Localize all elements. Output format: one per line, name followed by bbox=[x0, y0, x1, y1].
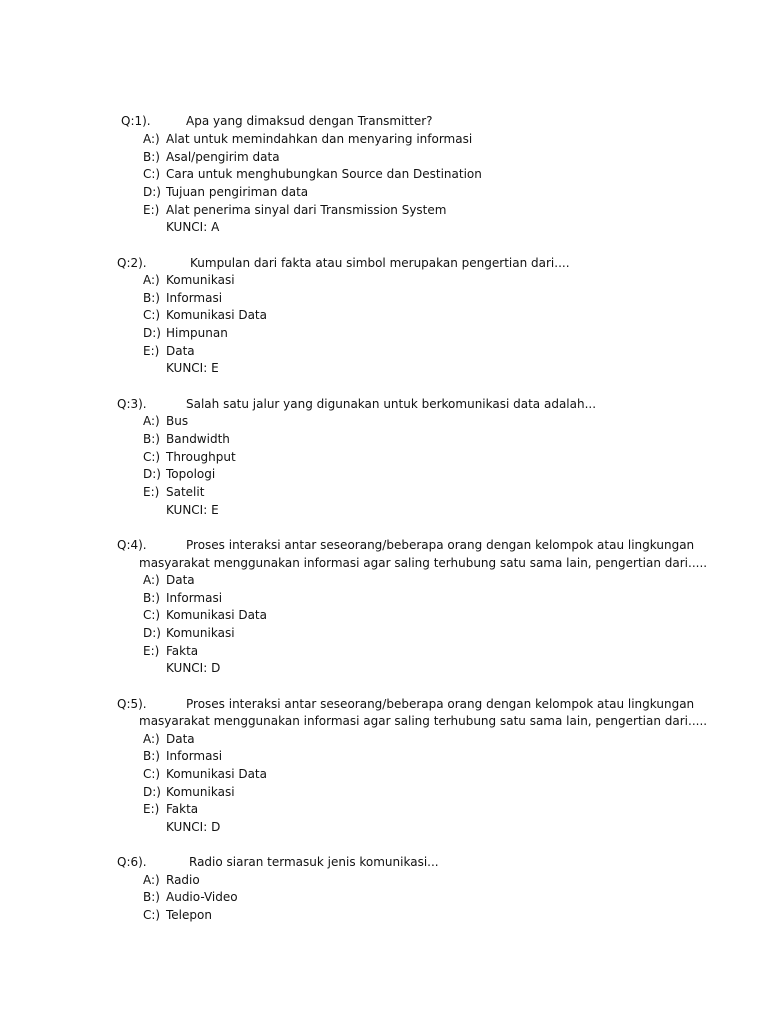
option-label: D:) bbox=[143, 185, 161, 199]
option-label: A:) bbox=[143, 573, 160, 587]
option-text: Komunikasi Data bbox=[166, 608, 267, 622]
option-text: Komunikasi bbox=[166, 785, 235, 799]
question-text: Apa yang dimaksud dengan Transmitter? bbox=[186, 114, 433, 128]
option-label: B:) bbox=[143, 291, 160, 305]
option-label: D:) bbox=[143, 467, 161, 481]
option-text: Satelit bbox=[166, 485, 205, 499]
question-text: Proses interaksi antar seseorang/beberapa orang dengan kelompok atau lingkungan bbox=[186, 697, 695, 711]
option-label: B:) bbox=[143, 749, 160, 763]
question-text-continued: masyarakat menggunakan informasi agar saling terhubung satu sama lain, pengertian dari..... bbox=[139, 714, 708, 728]
question-number: Q:5). bbox=[117, 697, 147, 711]
option-label: A:) bbox=[143, 873, 160, 887]
option-text: Data bbox=[166, 573, 195, 587]
answer-key: KUNCI: E bbox=[166, 361, 219, 375]
option-text: Cara untuk menghubungkan Source dan Destination bbox=[166, 167, 482, 181]
option-label: B:) bbox=[143, 890, 160, 904]
option-label: C:) bbox=[143, 167, 161, 181]
answer-key: KUNCI: A bbox=[166, 220, 220, 234]
option-label: B:) bbox=[143, 432, 160, 446]
option-text: Radio bbox=[166, 873, 200, 887]
option-text: Alat penerima sinyal dari Transmission System bbox=[166, 203, 447, 217]
question-number: Q:2). bbox=[117, 256, 147, 270]
answer-key: KUNCI: D bbox=[166, 820, 221, 834]
option-text: Fakta bbox=[166, 644, 199, 658]
option-text: Alat untuk memindahkan dan menyaring informasi bbox=[166, 132, 473, 146]
option-text: Informasi bbox=[166, 591, 223, 605]
question-number: Q:3). bbox=[117, 397, 147, 411]
option-text: Informasi bbox=[166, 749, 223, 763]
option-label: B:) bbox=[143, 150, 160, 164]
question-text-continued: masyarakat menggunakan informasi agar saling terhubung satu sama lain, pengertian dari..... bbox=[139, 556, 708, 570]
option-label: A:) bbox=[143, 414, 160, 428]
option-text: Asal/pengirim data bbox=[166, 150, 280, 164]
option-text: Tujuan pengiriman data bbox=[166, 185, 309, 199]
option-text: Data bbox=[166, 732, 195, 746]
option-text: Telepon bbox=[166, 908, 212, 922]
option-label: E:) bbox=[143, 344, 160, 358]
option-text: Komunikasi bbox=[166, 273, 235, 287]
option-text: Data bbox=[166, 344, 195, 358]
option-label: C:) bbox=[143, 608, 161, 622]
option-label: C:) bbox=[143, 450, 161, 464]
option-label: A:) bbox=[143, 273, 160, 287]
question-number: Q:1). bbox=[121, 114, 151, 128]
option-text: Throughput bbox=[166, 450, 236, 464]
option-text: Komunikasi Data bbox=[166, 308, 267, 322]
option-text: Topologi bbox=[166, 467, 216, 481]
option-label: A:) bbox=[143, 732, 160, 746]
option-label: D:) bbox=[143, 326, 161, 340]
question-number: Q:6). bbox=[117, 855, 147, 869]
answer-key: KUNCI: D bbox=[166, 661, 221, 675]
option-label: E:) bbox=[143, 644, 160, 658]
question-text: Salah satu jalur yang digunakan untuk berkomunikasi data adalah... bbox=[186, 397, 597, 411]
option-label: E:) bbox=[143, 203, 160, 217]
answer-key: KUNCI: E bbox=[166, 503, 219, 517]
option-label: E:) bbox=[143, 485, 160, 499]
option-text: Bus bbox=[166, 414, 189, 428]
option-text: Fakta bbox=[166, 802, 199, 816]
question-number: Q:4). bbox=[117, 538, 147, 552]
option-text: Bandwidth bbox=[166, 432, 230, 446]
option-label: A:) bbox=[143, 132, 160, 146]
option-text: Informasi bbox=[166, 291, 223, 305]
option-text: Komunikasi bbox=[166, 626, 235, 640]
option-label: E:) bbox=[143, 802, 160, 816]
option-label: B:) bbox=[143, 591, 160, 605]
option-text: Komunikasi Data bbox=[166, 767, 267, 781]
option-label: D:) bbox=[143, 626, 161, 640]
option-label: C:) bbox=[143, 308, 161, 322]
option-text: Himpunan bbox=[166, 326, 228, 340]
question-text: Proses interaksi antar seseorang/beberapa orang dengan kelompok atau lingkungan bbox=[186, 538, 695, 552]
option-text: Audio-Video bbox=[166, 890, 238, 904]
option-label: C:) bbox=[143, 767, 161, 781]
option-label: D:) bbox=[143, 785, 161, 799]
question-text: Kumpulan dari fakta atau simbol merupakan pengertian dari.... bbox=[190, 256, 570, 270]
question-text: Radio siaran termasuk jenis komunikasi... bbox=[189, 855, 439, 869]
option-label: C:) bbox=[143, 908, 161, 922]
